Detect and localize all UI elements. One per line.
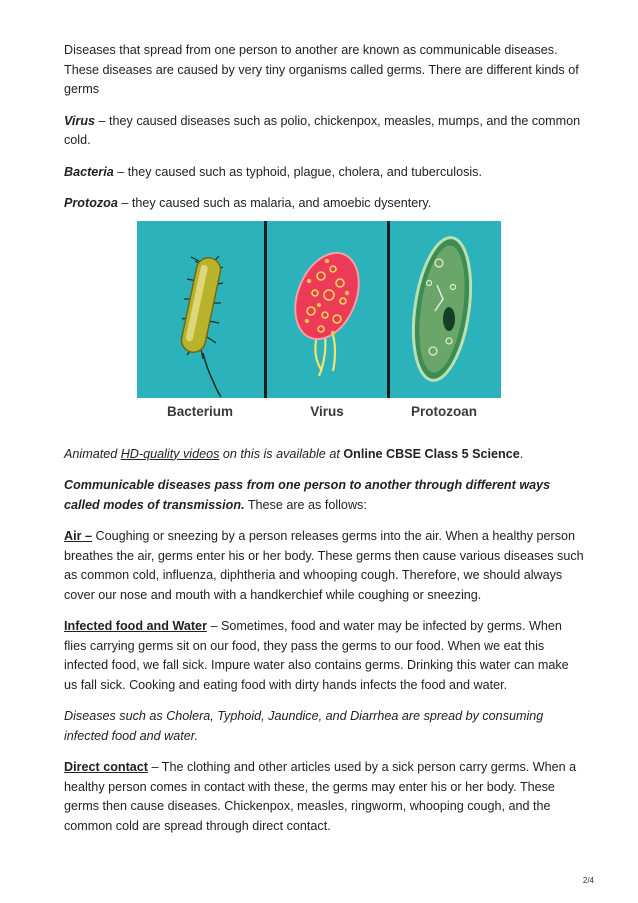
germ-description: – they caused such as typhoid, plague, cholera, and tuberculosis.	[113, 164, 482, 179]
caption-virus: Virus	[310, 404, 344, 419]
germ-name: Virus	[64, 113, 96, 128]
germ-protozoa	[64, 194, 584, 214]
food-text: – Sometimes, food and water may be infected by germs. When flies carrying germs sit on our food, they pass the germs to our food. When we eat this infected food, we fall sick. Impure water also contains germs. Drinking this water can make us fall sick. Cooking and eating food with dirty hands infects the food and water.	[64, 619, 569, 692]
contact-label: Direct contact	[64, 760, 148, 774]
promo-suffix: .	[519, 446, 524, 461]
air-paragraph	[64, 527, 584, 605]
page-number: 2/4	[582, 876, 594, 885]
germs-svg	[137, 221, 501, 424]
modes-rest: These are as follows:	[244, 497, 367, 512]
germ-name: Protozoa	[64, 196, 118, 210]
promo-middle: on this is available at	[219, 446, 344, 461]
germ-name: Bacteria	[64, 164, 114, 179]
modes-paragraph	[64, 476, 584, 515]
food-paragraph	[64, 617, 584, 695]
modes-heading: Communicable diseases pass from one person to another through different ways called modes of transmission.	[64, 478, 551, 512]
divider	[387, 221, 390, 398]
contact-paragraph	[64, 758, 584, 836]
divider	[264, 221, 267, 398]
air-text: Coughing or sneezing by a person releases germs into the air. When a healthy person breathes the air, germs enter his or her body. These germs then cause various diseases such as common cold, influenza, diphtheria and whooping cough. Therefore, we should always cover our nose and mouth with a handkerchief while coughing or sneezing.	[64, 529, 584, 602]
germ-description: – they caused diseases such as polio, chickenpox, measles, mumps, and the common cold.	[64, 113, 581, 147]
germ-bacteria	[64, 163, 584, 183]
promo-line	[64, 445, 584, 465]
promo-prefix: Animated	[64, 446, 121, 461]
food-label: Infected food and Water	[64, 619, 207, 633]
contact-text: – The clothing and other articles used by a sick person carry germs. When a healthy person comes in contact with these, the germs may enter his or her body. These germs then cause diseases. Chickenpox, measles, ringworm, whooping cough, and the common cold are spread through direct contact.	[64, 760, 577, 833]
intro-paragraph: Diseases that spread from one person to another are known as communicable diseases. These diseases are caused by very tiny organisms called germs. There are different kinds of germs	[64, 43, 579, 96]
germ-virus	[64, 112, 584, 151]
air-label: Air –	[64, 529, 92, 543]
food-note: Diseases such as Cholera, Typhoid, Jaundice, and Diarrhea are spread by consuming infected food and water.	[64, 709, 544, 743]
caption-bacterium: Bacterium	[166, 404, 234, 419]
document-body	[64, 41, 584, 848]
caption-protozoan: Protozoan	[411, 404, 477, 419]
promo-site: Online CBSE Class 5 Science	[343, 446, 520, 461]
promo-link[interactable]: HD-quality videos	[120, 446, 220, 461]
germ-description: – they caused such as malaria, and amoebic dysentery.	[117, 196, 432, 210]
germs-illustration	[137, 221, 501, 424]
